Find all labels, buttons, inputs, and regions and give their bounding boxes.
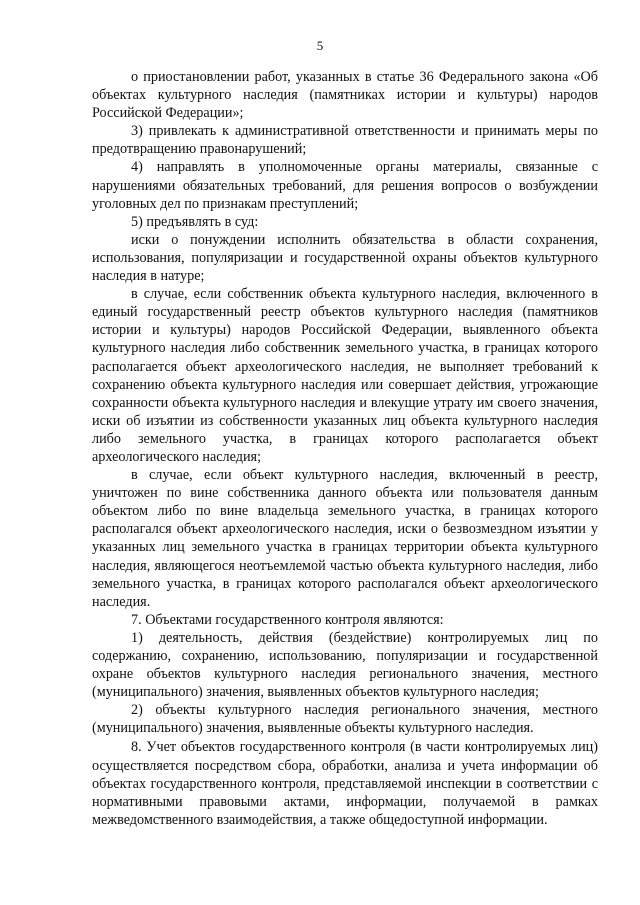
paragraph-section-7-item-1: 1) деятельность, действия (бездействие) контролируемых лиц по содержанию, сохранению, использованию, популяризации и государственной охране объектов культурного наследия регионального значения, местного (муниципального) значения, выявленных объектов культурного наследия; xyxy=(92,629,598,701)
paragraph-section-8: 8. Учет объектов государственного контроля (в части контролируемых лиц) осуществляется посредством сбора, обработки, анализа и учета информации об объектах государственного контроля, представляемой инспекции в соответствии с нормативными правовыми актами, информации, получаемой в рамках межведомственного взаимодействия, а также общедоступной информации. xyxy=(92,739,598,828)
paragraph-claims-seizure: в случае, если собственник объекта культурного наследия, включенного в единый государственный реестр объектов культурного наследия (памятников истории и культуры) народов Российской Федерации, выявленного объекта культурного наследия либо собственник земельного участка, в границах которого располагается объект археологического наследия, не выполняет требований к сохранению объекта культурного наследия или совершает действия, угрожающие сохранности объекта культурного наследия и влекущие утрату им своего значения, иски об изъятии из собственности указанных лиц объекта культурного наследия либо земельного участка, в границах которого располагается объект археологического наследия; xyxy=(92,286,598,465)
paragraph-item-3: 3) привлекать к административной ответственности и принимать меры по предотвращению правонарушений; xyxy=(92,123,598,158)
paragraph-claims-destroyed: в случае, если объект культурного наследия, включенный в реестр, уничтожен по вине собственника данного объекта или пользователя данным объектом либо по вине владельца земельного участка, в границах которого располагался объект археологического наследия, иски о безвозмездном изъятии у указанных лиц земельного участка в границах территории объекта культурного наследия, являющегося неотъемлемой частью объекта культурного наследия, либо земельного участка, в границах которого располагался объект археологического наследия. xyxy=(92,467,598,610)
paragraph-continuation: о приостановлении работ, указанных в статье 36 Федерального закона «Об объектах культурного наследия (памятниках истории и культуры) народов Российской Федерации»; xyxy=(92,69,598,122)
paragraph-item-5: 5) предъявлять в суд: xyxy=(131,213,259,230)
paragraph-claims-obligations: иски о понуждении исполнить обязательства в области сохранения, использования, популяризации и государственной охраны объектов культурного наследия в натуре; xyxy=(92,231,598,285)
page-number: 5 xyxy=(316,38,324,53)
paragraph-section-7: 7. Объектами государственного контроля являются: xyxy=(131,611,444,628)
paragraph-item-4: 4) направлять в уполномоченные органы материалы, связанные с нарушениями обязательных требований, для решения вопросов о возбуждении уголовных дел по признакам преступлений; xyxy=(92,159,598,212)
paragraph-section-7-item-2: 2) объекты культурного наследия регионального значения, местного (муниципального) значения, выявленные объекты культурного наследия. xyxy=(92,702,598,737)
document-body xyxy=(92,68,598,829)
